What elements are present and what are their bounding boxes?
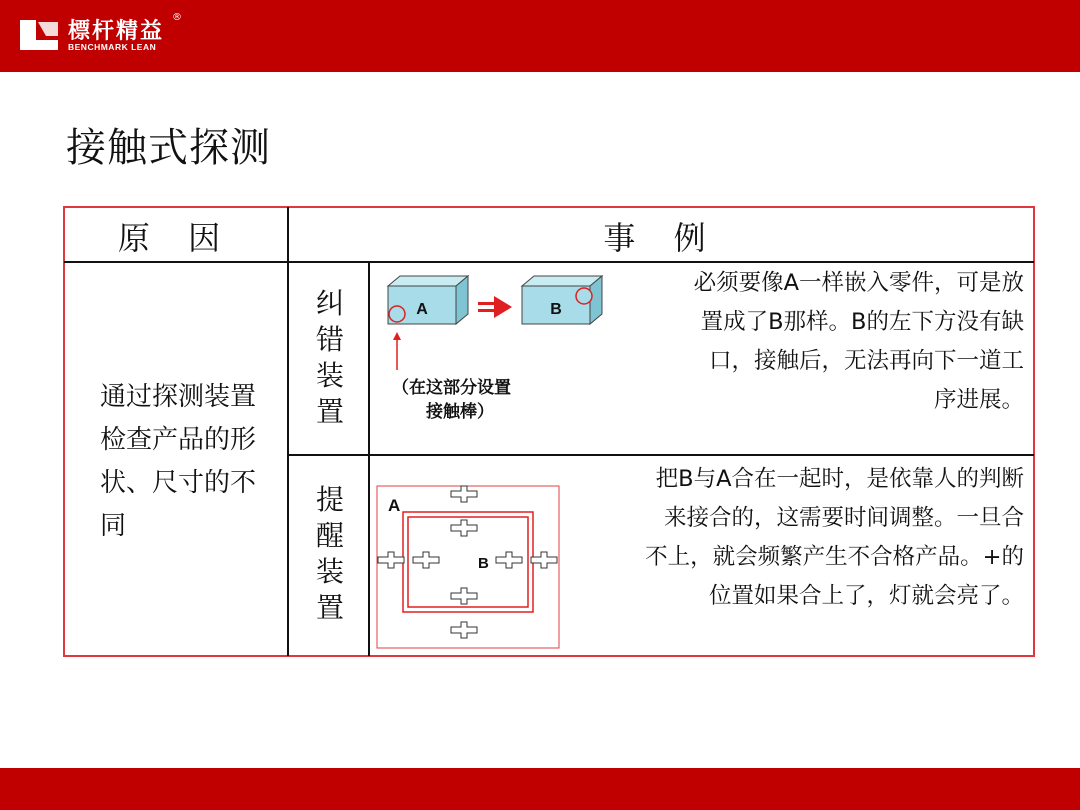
desc-line: 来接合的，这需要时间调整。一旦合 — [663, 505, 1024, 531]
column-header-reason: 原 因 — [117, 219, 235, 257]
row-label-warning: 提醒装置 — [315, 483, 344, 624]
part-a-label: A — [416, 301, 428, 318]
error-proofing-description — [600, 264, 1024, 420]
plus-contact-icon — [451, 486, 477, 502]
red-arrow-icon — [478, 296, 512, 318]
label-column-divider — [368, 262, 370, 656]
up-arrow-icon — [392, 332, 402, 372]
inner-part-label: B — [478, 555, 489, 572]
row-divider — [288, 454, 1034, 456]
warning-device-description — [566, 460, 1024, 616]
row-label-error-proofing: 纠错装置 — [315, 287, 344, 428]
plus-contact-icon — [531, 552, 557, 568]
desc-line: 不上，就会频繁产生不合格产品。+的 — [645, 544, 1024, 570]
page-title: 接触式探测 — [66, 125, 271, 171]
caption-line-1: （在这部分设置 — [392, 378, 511, 398]
contact-rod-caption — [392, 376, 552, 424]
logo-english-text: BENCHMARK LEAN — [68, 42, 157, 52]
part-a-box — [388, 276, 468, 324]
plus-contact-icon — [451, 622, 477, 638]
plus-contact-icon — [496, 552, 522, 568]
outer-part-label: A — [388, 496, 401, 515]
part-b-box — [522, 276, 602, 324]
plus-contact-icon — [451, 520, 477, 536]
desc-line: 必须要像A一样嵌入零件，可是放 — [693, 270, 1024, 296]
plus-contact-icon — [413, 552, 439, 568]
warning-device-diagram — [374, 484, 564, 652]
desc-line: 口，接触后，无法再向下一道工 — [708, 348, 1024, 374]
caption-line-2: 接触棒） — [426, 402, 494, 422]
part-b-label: B — [550, 301, 562, 318]
top-banner — [0, 0, 1080, 72]
desc-line: 序进展。 — [933, 387, 1024, 413]
header-divider — [64, 261, 1034, 263]
reason-column-divider — [287, 207, 289, 656]
benchmark-logo-icon — [18, 16, 62, 54]
bottom-banner — [0, 768, 1080, 810]
logo-chinese-text: 標杆精益 — [68, 19, 165, 44]
reason-text: 通过探测装置检查产品的形状、尺寸的不同 — [100, 382, 257, 541]
desc-line: 置成了B那样。B的左下方没有缺 — [700, 309, 1024, 335]
registered-mark: ® — [172, 12, 182, 23]
column-header-example: 事 例 — [603, 219, 720, 257]
desc-line: 把B与A合在一起时，是依靠人的判断 — [655, 466, 1024, 492]
plus-contact-icon — [451, 588, 477, 604]
error-proofing-diagram — [380, 274, 610, 354]
plus-contact-icon — [378, 552, 404, 568]
desc-line: 位置如果合上了，灯就会亮了。 — [708, 583, 1024, 609]
